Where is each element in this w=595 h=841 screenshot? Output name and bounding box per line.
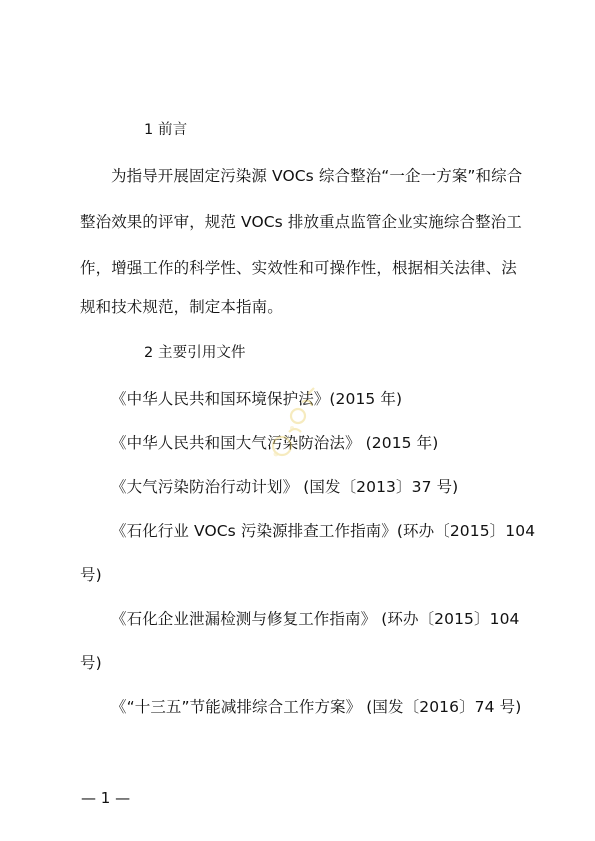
reference-item-2: 《中华人民共和国大气污染防治法》 (2015 年) xyxy=(111,434,439,452)
reference-item-4-continued: 号) xyxy=(80,566,102,584)
reference-item-4: 《石化行业 VOCs 污染源排查工作指南》(环办〔2015〕104 xyxy=(111,522,536,540)
intro-line-2: 整治效果的评审，规范 VOCs 排放重点监管企业实施综合整治工 xyxy=(80,213,522,231)
reference-item-6: 《“十三五”节能减排综合工作方案》 (国发〔2016〕74 号) xyxy=(111,698,522,716)
section-heading-foreword: 1 前言 xyxy=(144,122,188,138)
page-number: — 1 — xyxy=(81,789,131,807)
reference-item-1: 《中华人民共和国环境保护法》(2015 年) xyxy=(111,390,403,408)
intro-line-1: 为指导开展固定污染源 VOCs 综合整治“一企一方案”和综合 xyxy=(111,167,523,185)
intro-line-3: 作，增强工作的科学性、实效性和可操作性，根据相关法律、法 xyxy=(80,259,517,277)
intro-line-4: 规和技术规范，制定本指南。 xyxy=(80,298,283,316)
reference-item-5: 《石化企业泄漏检测与修复工作指南》 (环办〔2015〕104 xyxy=(111,610,520,628)
reference-item-5-continued: 号) xyxy=(80,654,102,672)
watermark-logo xyxy=(262,384,322,464)
section-heading-references: 2 主要引用文件 xyxy=(144,345,246,361)
reference-item-3: 《大气污染防治行动计划》 (国发〔2013〕37 号) xyxy=(111,478,459,496)
